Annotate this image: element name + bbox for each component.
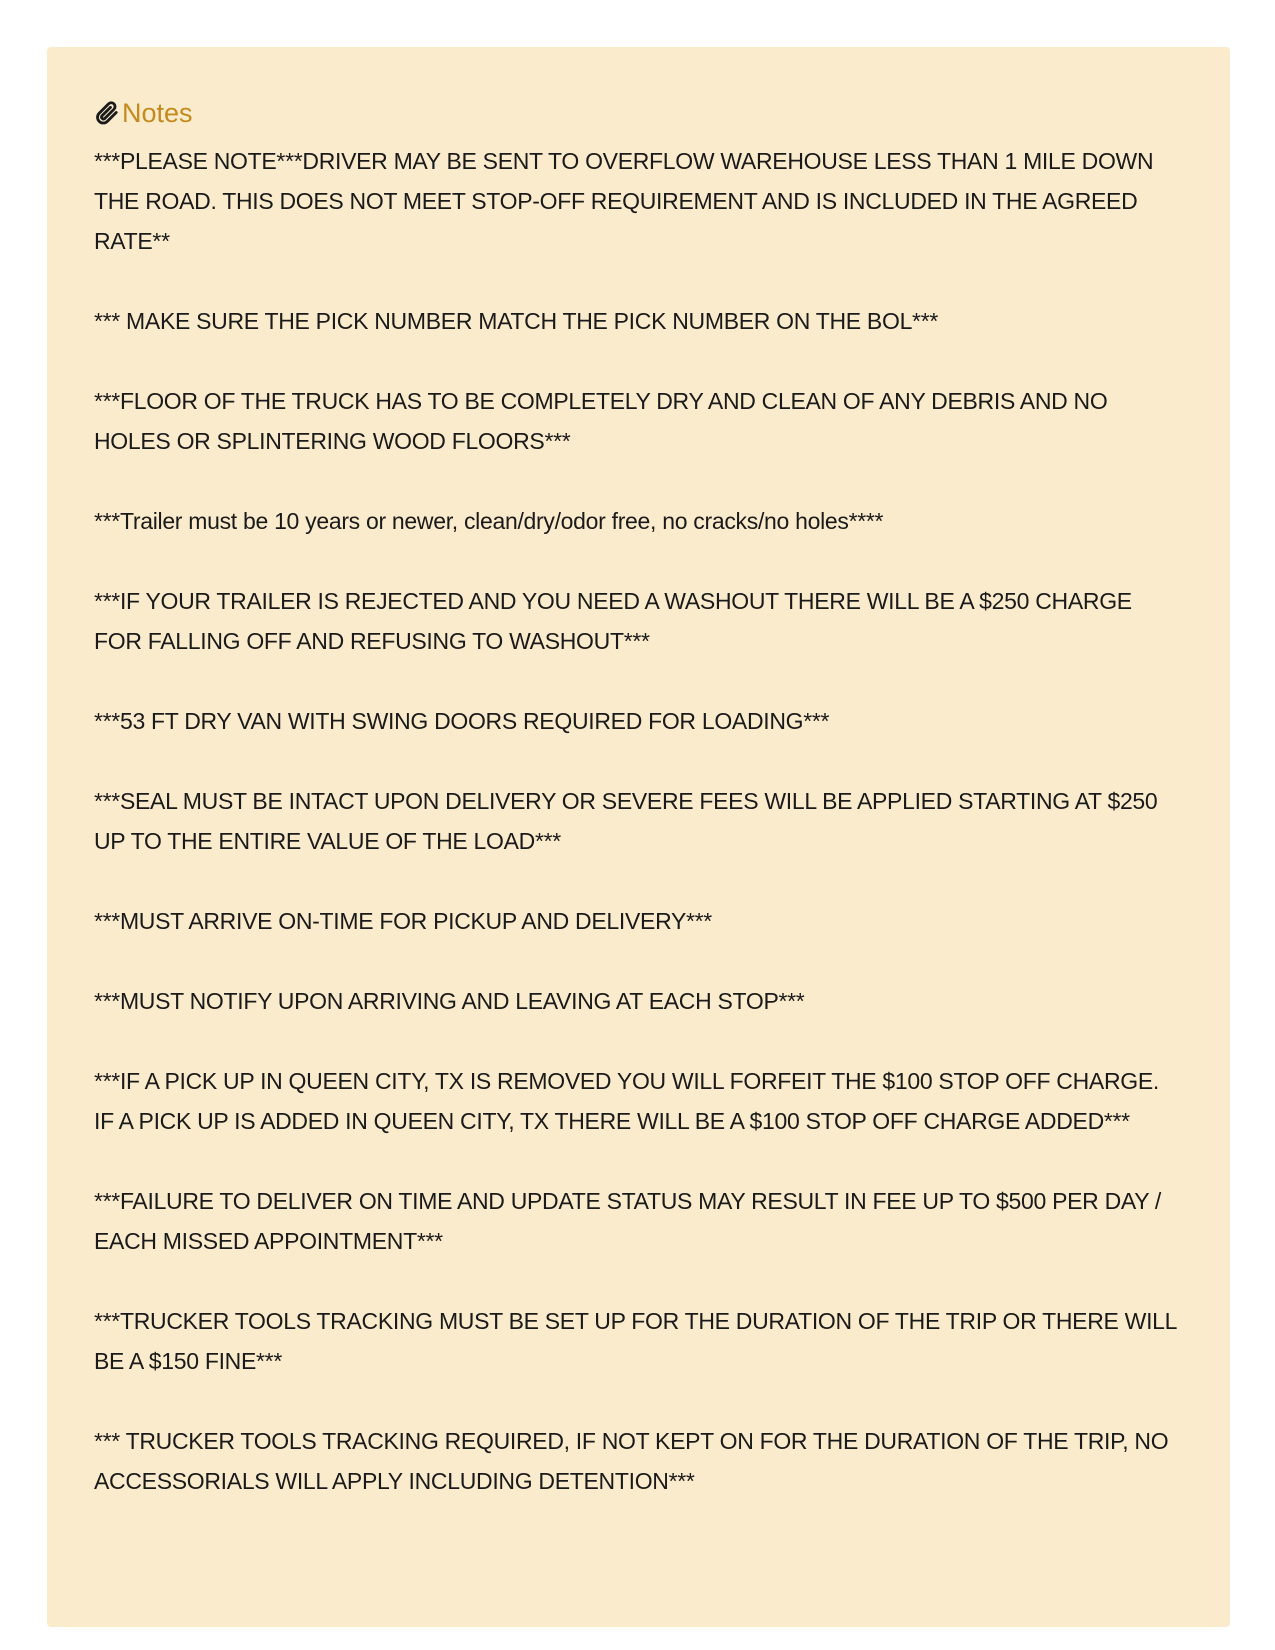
note-item: ***PLEASE NOTE***DRIVER MAY BE SENT TO OVERFLOW WAREHOUSE LESS THAN 1 MILE DOWN THE ROAD. THIS DOES NOT MEET STOP-OFF REQUIREMENT AND IS INCLUDED IN THE AGREED RATE** [94,148,1154,254]
note-item: ***SEAL MUST BE INTACT UPON DELIVERY OR SEVERE FEES WILL BE APPLIED STARTING AT $250 UP TO THE ENTIRE VALUE OF THE LOAD*** [94,788,1158,854]
note-item: ***IF A PICK UP IN QUEEN CITY, TX IS REMOVED YOU WILL FORFEIT THE $100 STOP OFF CHARGE. IF A PICK UP IS ADDED IN QUEEN CITY, TX THERE WILL BE A $100 STOP OFF CHARGE ADDED*** [94,1068,1159,1134]
note-item: ***IF YOUR TRAILER IS REJECTED AND YOU NEED A WASHOUT THERE WILL BE A $250 CHARGE FOR FALLING OFF AND REFUSING TO WASHOUT*** [94,588,1132,654]
note-item: ***MUST NOTIFY UPON ARRIVING AND LEAVING AT EACH STOP*** [94,988,805,1014]
notes-panel [47,47,1230,1627]
note-item: ***MUST ARRIVE ON-TIME FOR PICKUP AND DELIVERY*** [94,908,712,934]
notes-header [94,91,1183,135]
note-item: ***FLOOR OF THE TRUCK HAS TO BE COMPLETELY DRY AND CLEAN OF ANY DEBRIS AND NO HOLES OR SPLINTERING WOOD FLOORS*** [94,388,1108,454]
note-item: ***53 FT DRY VAN WITH SWING DOORS REQUIRED FOR LOADING*** [94,708,830,734]
note-item: ***Trailer must be 10 years or newer, clean/dry/odor free, no cracks/no holes**** [94,508,884,534]
note-item: *** TRUCKER TOOLS TRACKING REQUIRED, IF NOT KEPT ON FOR THE DURATION OF THE TRIP, NO ACCESSORIALS WILL APPLY INCLUDING DETENTION*** [94,1428,1169,1494]
notes-title: Notes [122,98,193,128]
paperclip-icon [94,99,120,127]
notes-list [94,141,1183,1501]
note-item: *** MAKE SURE THE PICK NUMBER MATCH THE PICK NUMBER ON THE BOL*** [94,308,939,334]
note-item: ***TRUCKER TOOLS TRACKING MUST BE SET UP FOR THE DURATION OF THE TRIP OR THERE WILL BE A $150 FINE*** [94,1308,1177,1374]
note-item: ***FAILURE TO DELIVER ON TIME AND UPDATE STATUS MAY RESULT IN FEE UP TO $500 PER DAY / EACH MISSED APPOINTMENT*** [94,1188,1162,1254]
